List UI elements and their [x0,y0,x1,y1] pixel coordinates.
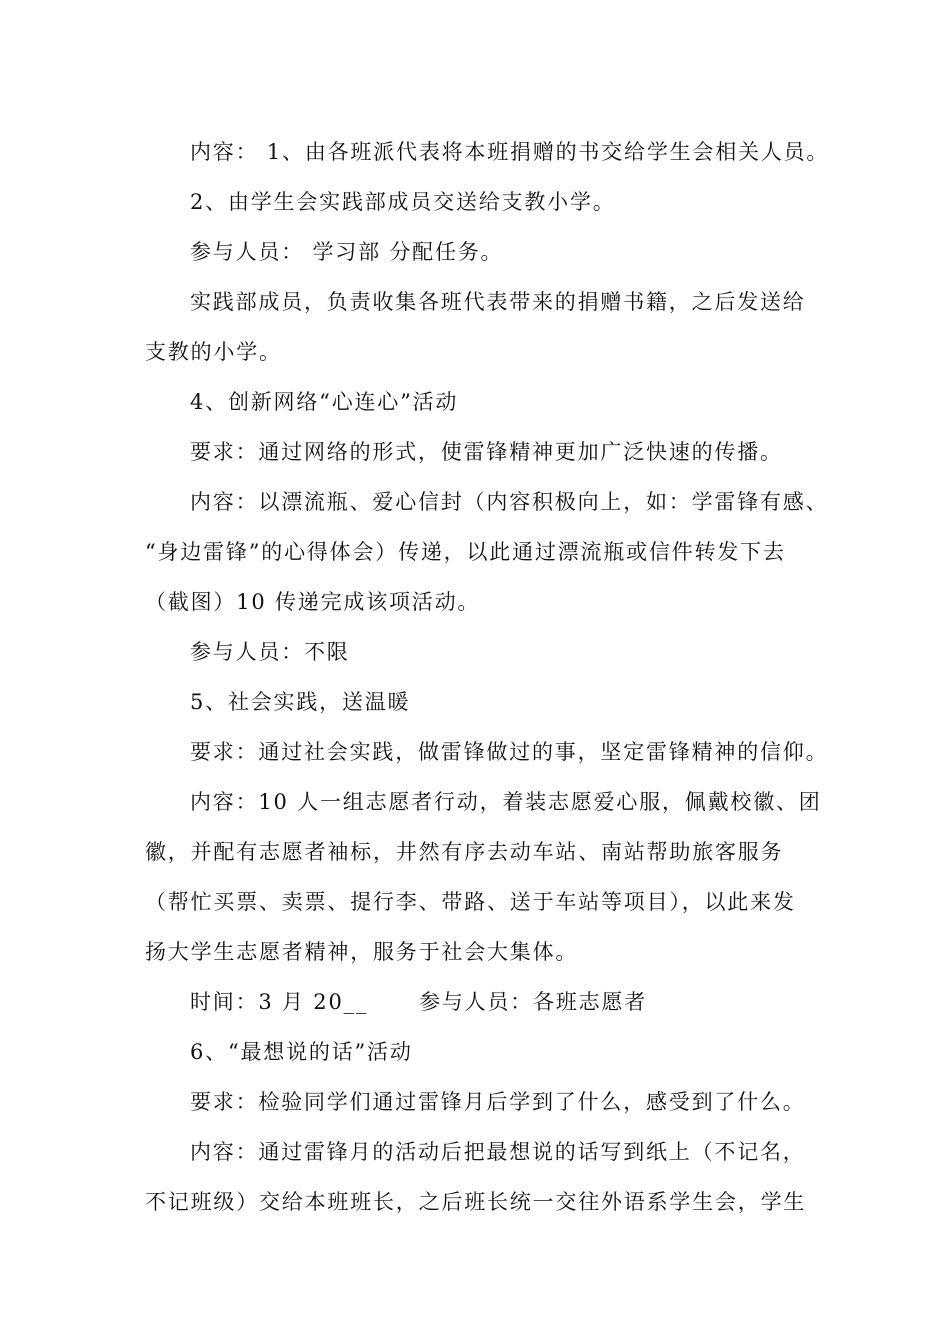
paragraph-line: 参与人员： 学习部 分配任务。 [190,240,504,264]
paragraph-line: 时间：3 月 20__ 参与人员：各班志愿者 [190,990,648,1014]
paragraph-line: 参与人员：不限 [190,640,350,664]
paragraph-line: 实践部成员，负责收集各班代表带来的捐赠书籍，之后发送给 [190,290,806,314]
paragraph-line: 扬大学生志愿者精神，服务于社会大集体。 [145,940,579,964]
paragraph-line: 内容：以漂流瓶、爱心信封（内容积极向上，如：学雷锋有感、 [190,490,829,514]
paragraph-line: 支教的小学。 [145,340,282,364]
section-heading: 6、“最想说的话”活动 [190,1040,413,1064]
paragraph-line: 要求：通过社会实践，做雷锋做过的事，坚定雷锋精神的信仰。 [190,740,829,764]
section-heading: 5、社会实践，送温暖 [190,690,411,714]
paragraph-line: 内容：10 人一组志愿者行动，着装志愿爱心服，佩戴校徽、团 [190,790,822,814]
paragraph-line: 内容： 1、由各班派代表将本班捐赠的书交给学生会相关人员。 [190,140,830,164]
paragraph-line: （截图）10 传递完成该项活动。 [145,590,481,614]
section-heading: 4、创新网络“心连心”活动 [190,390,459,414]
paragraph-line: 要求：检验同学们通过雷锋月后学到了什么，感受到了什么。 [190,1090,806,1114]
paragraph-line: 要求：通过网络的形式，使雷锋精神更加广泛快速的传播。 [190,440,783,464]
paragraph-line: （帮忙买票、卖票、提行李、带路、送于车站等项目），以此来发 [145,890,796,914]
paragraph-line: “身边雷锋”的心得体会）传递，以此通过漂流瓶或信件转发下去 [145,540,786,564]
paragraph-line: 不记班级）交给本班班长，之后班长统一交往外语系学生会，学生 [145,1190,807,1214]
paragraph-line: 内容：通过雷锋月的活动后把最想说的话写到纸上（不记名， [190,1140,806,1164]
paragraph-line: 徽，并配有志愿者袖标，井然有序去动车站、南站帮助旅客服务 [145,840,784,864]
paragraph-line: 2、由学生会实践部成员交送给支教小学。 [190,190,616,214]
